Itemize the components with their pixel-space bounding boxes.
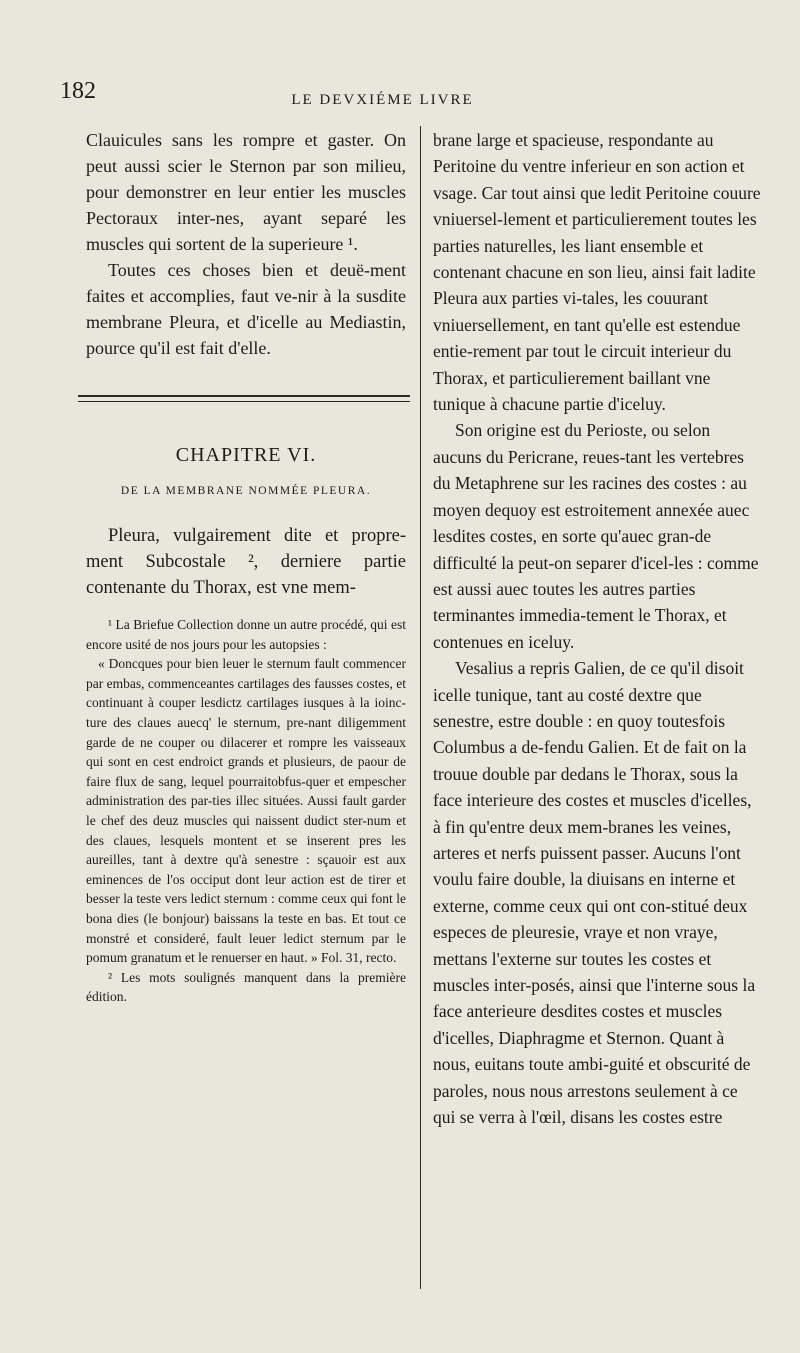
left-paragraph-2: Toutes ces choses bien et deuë-ment faites et accomplies, faut ve-nir à la susdite membrane Pleura, et d'icelle au Mediastin, pource qu'il est fait d'elle. (86, 260, 406, 358)
chapter-lead-paragraph: Pleura, vulgairement dite et propre-ment Subcostale ², derniere partie contenante du Thorax, est vne mem- (86, 526, 406, 598)
right-paragraph-1: brane large et spacieuse, respondante au Peritoine du ventre inferieur en son action et vsage. Car tout ainsi que ledit Peritoine couure vniuersel-lement et particulierement toutes les parties naturelles, les liant ensemble et contenant chacune en son lieu, ainsi fait ladite Pleura aux parties vi-tales, les couurant vniuersellement, en tant qu'elle est estendue entie-rement par tout le circuit interieur du Thorax, et particulierement baillant vne tunique à chacune partie d'iceluy. (433, 130, 761, 415)
left-column (86, 127, 406, 1007)
footnote-1-quote: « Doncques pour bien leuer le sternum fault commencer par embas, commenceantes cartilages des fausses costes, et continuant à couper lesdictz cartilages iusques à la ioinc-ture des claues auecq' le sternum, pre-nant diligemment garde de ne couper ou dilacerer et rompre les vaisseaux qui sont en cest endroict grands et plusieurs, de paour de faire flux de sang, lequel pourraitobfus-quer et empescher administration des par-ties illec situées. Aussi fault garder le chef des deuz muscles qui naissent dudict ster-num et des claues, lesquels montent et se inserent pres les aureilles, tant à dextre qu'à senestre : sçauoir est aux eminences de l'os occiput dont leur action est de tirer et besser la teste vers ledict sternum : comme ceux qui font le bona dies (le bonjour) baissans la teste en bas. Et tout ce monstré et consideré, fault leuer ledict sternum par le pomum granatum et le renuerser en haut. » Fol. 31, recto. (86, 656, 406, 966)
left-paragraph-1: Clauicules sans les rompre et gaster. On peut aussi scier le Sternon par son milieu, pour demonstrer en leur entier les muscles Pectoraux inter-nes, ayant separé les muscles qui sortent de la superieure ¹. (86, 130, 406, 254)
page-number: 182 (60, 78, 96, 104)
right-column (433, 127, 763, 1130)
page-header (60, 78, 760, 118)
right-paragraph-2: Son origine est du Perioste, ou selon aucuns du Pericrane, reues-tant les vertebres du Metaphrene sur les racines des costes : au moyen dequoy est estroitement annexée auec lesdites costes, en sorte qu'auec gran-de difficulté la peut-on separer d'icel-les : comme est aussi auec toutes les autres parties terminantes immedia-tement le Thorax, et contenues en iceluy. (433, 420, 759, 652)
running-title: LE DEVXIÉME LIVRE (291, 92, 474, 108)
footnote-2: ² Les mots soulignés manquent dans la première édition. (86, 969, 406, 1005)
column-divider (420, 126, 421, 1289)
section-divider (78, 395, 410, 402)
chapter-subtitle: DE LA MEMBRANE NOMMÉE PLEURA. (120, 485, 372, 497)
footnote-1: ¹ La Briefue Collection donne un autre procédé, qui est encore usité de nos jours pour les autopsies : (86, 617, 406, 652)
chapter-title: CHAPITRE VI. (175, 444, 317, 466)
right-paragraph-3: Vesalius a repris Galien, de ce qu'il disoit icelle tunique, tant au costé dextre que senestre, estre double : en quoy toutesfois Columbus a de-fendu Galien. Et de fait on la trouue double par dedans le Thorax, sous la face interieure des costes et muscles d'icelles, à fin qu'entre deux mem-branes les veines, arteres et nerfs puissent passer. Aucuns l'ont voulu faire double, la diuisans en interne et externe, comme ceux qui ont con-stitué deux especes de pleuresie, vraye et non vraye, mettans l'externe sur toutes les costes et muscles inter-posés, ainsi que l'interne sous la face anterieure desdites costes et muscles d'icelles, Diaphragme et Sternon. Quant à nous, euitans toute ambi-guité et obscurité de paroles, nous nous arrestons seulement à ce qui se verra à l'œil, disans les costes estre (433, 658, 756, 1128)
